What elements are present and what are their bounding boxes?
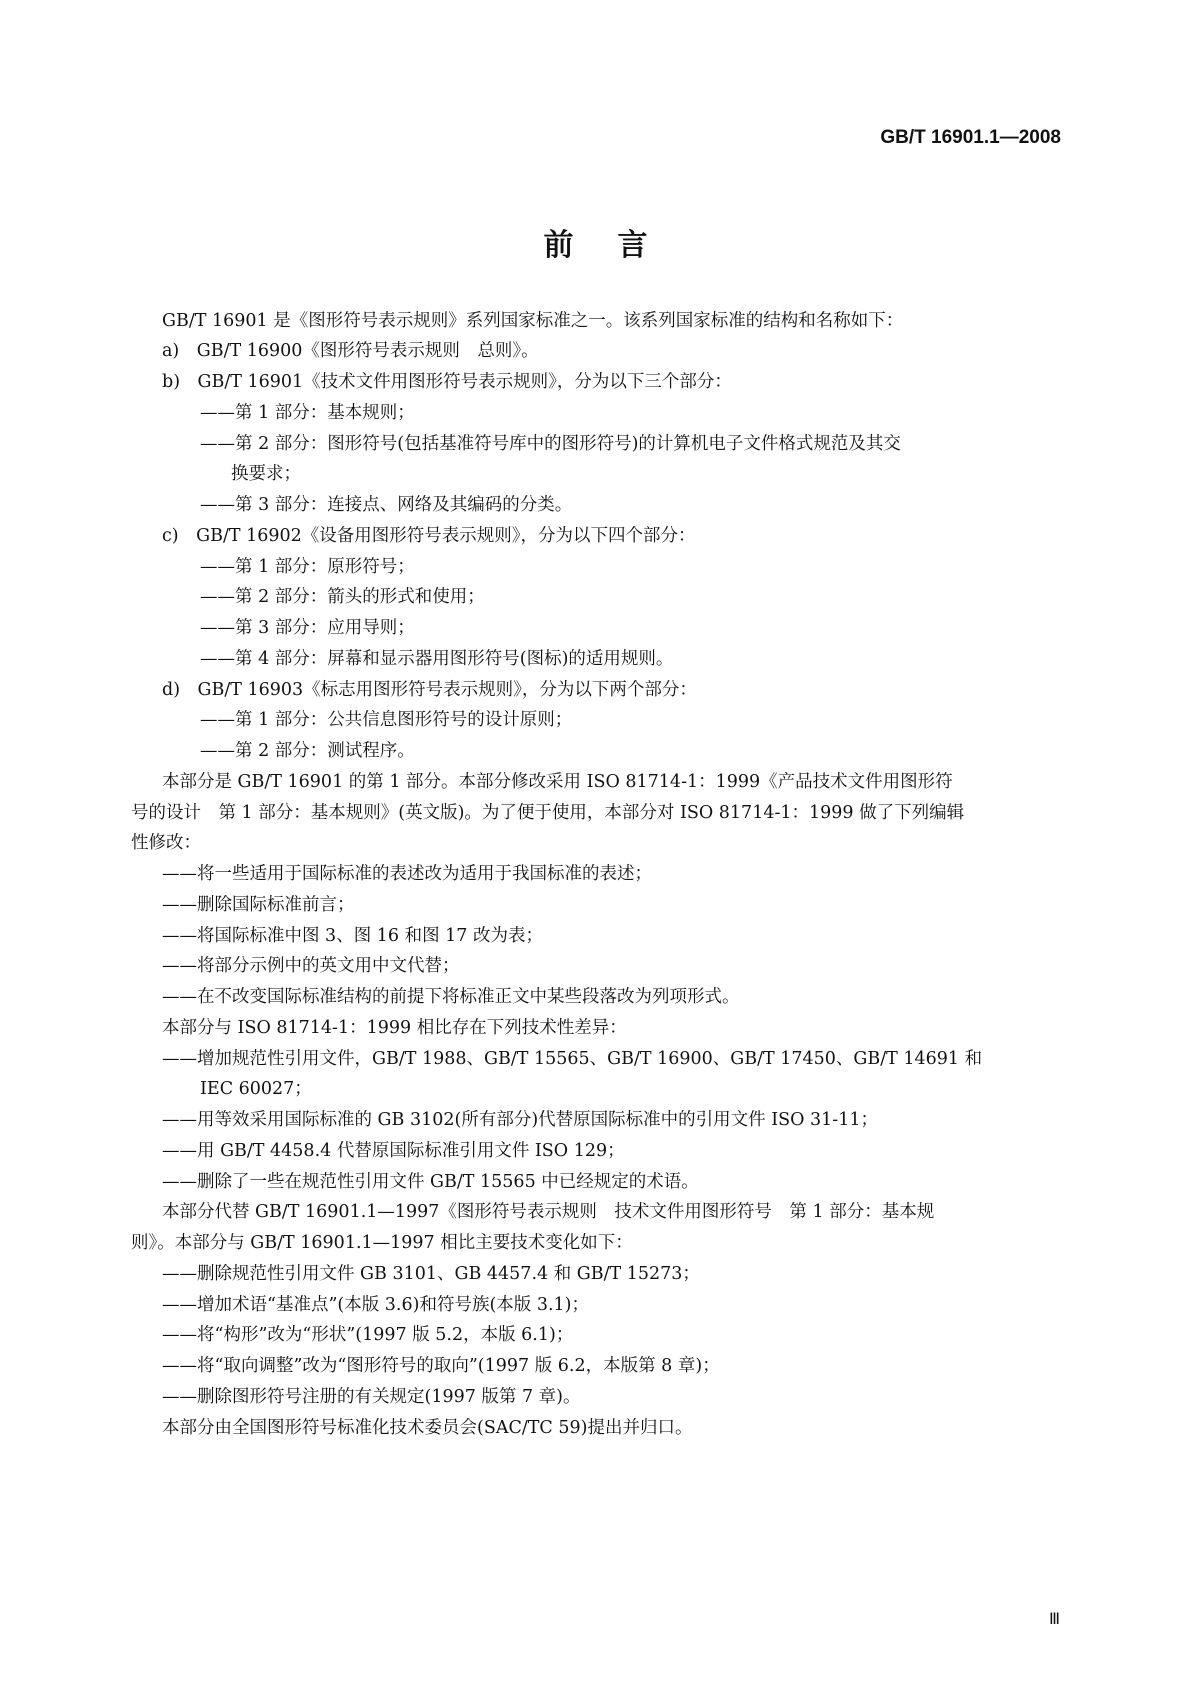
dash-item: ——删除规范性引用文件 GB 3101、GB 4457.4 和 GB/T 15273； [162, 1264, 700, 1284]
sub-item: ——第 2 部分：箭头的形式和使用； [200, 587, 485, 607]
list-item-c: c) GB/T 16902《设备用图形符号表示规则》，分为以下四个部分： [162, 526, 696, 546]
sub-item: ——第 3 部分：应用导则； [200, 618, 415, 638]
list-item-b: b) GB/T 16901《技术文件用图形符号表示规则》，分为以下三个部分： [162, 372, 732, 392]
dash-item: ——用 GB/T 4458.4 代替原国际标准引用文件 ISO 129； [162, 1141, 625, 1161]
dash-item-continuation: IEC 60027； [200, 1079, 312, 1099]
page-title: 前言 [543, 228, 692, 263]
dash-item: ——将部分示例中的英文用中文代替； [162, 956, 460, 976]
paragraph-line: 本部分代替 GB/T 16901.1—1997《图形符号表示规则 技术文件用图形符号 第 1 部分：基本规 [162, 1202, 935, 1222]
dash-item: ——删除了一些在规范性引用文件 GB/T 15565 中已经规定的术语。 [162, 1172, 699, 1192]
paragraph-line: 本部分是 GB/T 16901 的第 1 部分。本部分修改采用 ISO 81714-1：1999《产品技术文件用图形符 [162, 772, 953, 792]
sub-item: ——第 2 部分：图形符号(包括基准符号库中的图形符号)的计算机电子文件格式规范及其交 [200, 434, 901, 454]
dash-item: ——将“构形”改为“形状”(1997 版 5.2，本版 6.1)； [162, 1325, 574, 1345]
sub-item: ——第 2 部分：测试程序。 [200, 741, 415, 761]
dash-item: ——增加规范性引用文件，GB/T 1988、GB/T 15565、GB/T 16900、GB/T 17450、GB/T 14691 和 [162, 1049, 983, 1069]
paragraph-line: 本部分由全国图形符号标准化技术委员会(SAC/TC 59)提出并归口。 [162, 1418, 693, 1438]
paragraph-line: 性修改： [131, 833, 201, 853]
sub-item: ——第 1 部分：原形符号； [200, 557, 415, 577]
dash-item: ——删除国际标准前言； [162, 895, 355, 915]
dash-item: ——删除图形符号注册的有关规定(1997 版第 7 章)。 [162, 1387, 581, 1407]
dash-item: ——将国际标准中图 3、图 16 和图 17 改为表； [162, 926, 543, 946]
sub-item: ——第 4 部分：屏幕和显示器用图形符号(图标)的适用规则。 [200, 649, 674, 669]
dash-item: ——在不改变国际标准结构的前提下将标准正文中某些段落改为列项形式。 [162, 987, 740, 1007]
sub-item: ——第 1 部分：基本规则； [200, 403, 415, 423]
dash-item: ——用等效采用国际标准的 GB 3102(所有部分)代替原国际标准中的引用文件 ISO 31-11； [162, 1110, 878, 1130]
paragraph-line: 本部分与 ISO 81714-1：1999 相比存在下列技术性差异： [162, 1018, 627, 1038]
paragraph-line: 则》。本部分与 GB/T 16901.1—1997 相比主要技术变化如下： [131, 1233, 633, 1253]
standard-number: GB/T 16901.1—2008 [880, 127, 1061, 148]
sub-item-continuation: 换要求； [231, 464, 301, 484]
page-number: Ⅲ [1048, 1611, 1060, 1628]
dash-item: ——增加术语“基准点”(本版 3.6)和符号族(本版 3.1)； [162, 1295, 589, 1315]
text-line: GB/T 16901 是《图形符号表示规则》系列国家标准之一。该系列国家标准的结构和名称如下： [162, 311, 904, 331]
sub-item: ——第 3 部分：连接点、网络及其编码的分类。 [200, 495, 573, 515]
list-item-d: d) GB/T 16903《标志用图形符号表示规则》，分为以下两个部分： [162, 680, 697, 700]
paragraph-line: 号的设计 第 1 部分：基本规则》(英文版)。为了便于使用，本部分对 ISO 81714-1：1999 做了下列编辑 [131, 803, 965, 823]
list-item-a: a) GB/T 16900《图形符号表示规则 总则》。 [162, 341, 539, 361]
sub-item: ——第 1 部分：公共信息图形符号的设计原则； [200, 710, 573, 730]
dash-item: ——将一些适用于国际标准的表述改为适用于我国标准的表述； [162, 864, 652, 884]
dash-item: ——将“取向调整”改为“图形符号的取向”(1997 版 6.2，本版第 8 章)； [162, 1356, 720, 1376]
